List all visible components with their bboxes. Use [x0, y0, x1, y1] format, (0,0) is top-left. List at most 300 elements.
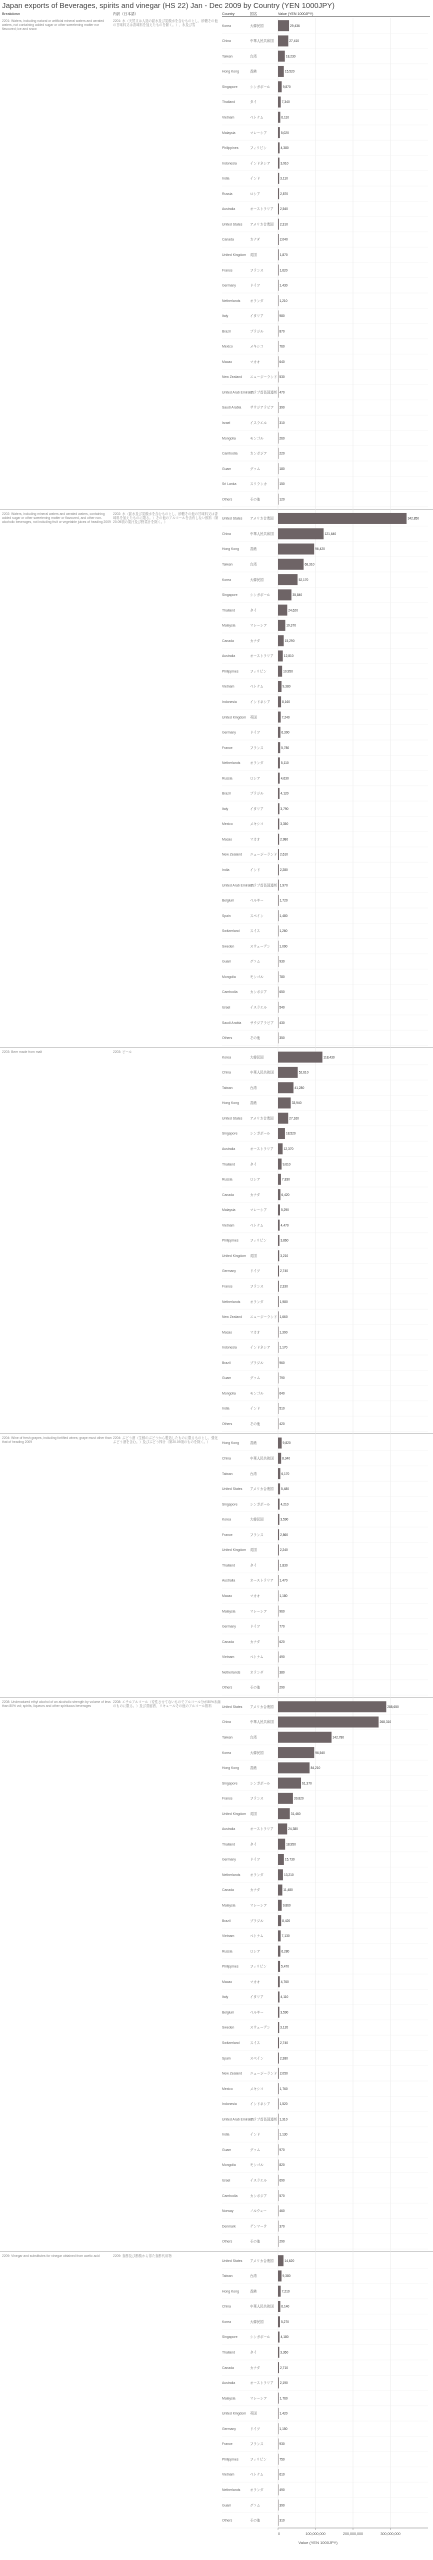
bar-value-label: 1,870	[279, 252, 288, 257]
country-label-ja: タイ	[250, 1162, 257, 1167]
bar	[278, 2083, 279, 2094]
country-label-en: Taiwan	[222, 54, 233, 59]
country-label-en: Germany	[222, 730, 236, 735]
bar-value-label: 1,760	[279, 2396, 288, 2401]
country-label-ja: 大韓民国	[250, 1055, 264, 1060]
bar	[278, 834, 279, 845]
bar-value-label: 1,430	[279, 283, 288, 288]
bar-value-label: 970	[279, 2147, 285, 2152]
country-label-en: New Zealand	[222, 2071, 242, 2076]
country-label-ja: カナダ	[250, 1639, 261, 1644]
country-label-ja: タイ	[250, 1842, 257, 1847]
bar-value-label: 790	[279, 1376, 285, 1381]
country-label-ja: モンゴル	[250, 2163, 264, 2168]
bar	[278, 1052, 322, 1063]
country-label-ja: インドネシア	[250, 161, 271, 166]
country-label-ja: ニュージーランド	[250, 852, 278, 857]
country-label-ja: ニュージーランド	[250, 375, 278, 380]
country-label-ja: 中華人民共和国	[250, 531, 274, 536]
bar-value-label: 620	[279, 1639, 285, 1644]
country-label-en: Cambodia	[222, 990, 238, 995]
bar-value-label: 8,420	[282, 1918, 291, 1923]
country-label-ja: カナダ	[250, 1888, 261, 1893]
bar	[278, 97, 281, 108]
country-label-en: Taiwan	[222, 1085, 233, 1090]
country-label-ja: サウジアラビア	[250, 405, 274, 410]
bar-value-label: 24,620	[288, 608, 298, 613]
country-label-ja: ドイツ	[250, 730, 261, 735]
country-label-en: Mongolia	[222, 1391, 236, 1396]
bar-value-label: 68,310	[304, 562, 315, 567]
group-label-ja: 2208: エチルアルコール（変性させてないものでアルコール分が80%未満のものに限る。）及び蒸留酒、リキュールその他のアルコール飲料	[113, 1700, 221, 1709]
bar-value-label: 420	[279, 1421, 285, 1426]
country-label-ja: 英国	[250, 1811, 257, 1816]
bar-value-label: 490	[279, 2488, 285, 2493]
x-tick-label: 300,000,000	[380, 2532, 401, 2536]
country-label-ja: 香港	[250, 1441, 257, 1446]
country-label-ja: シンガポール	[250, 1781, 271, 1786]
country-label-ja: イタリア	[250, 1995, 264, 2000]
country-label-ja: ドイツ	[250, 2426, 261, 2431]
bar	[278, 1143, 283, 1154]
country-label-en: Brazil	[222, 1918, 231, 1923]
country-label-ja: シンガポール	[250, 593, 271, 598]
country-label-ja: オーストラリア	[250, 1578, 274, 1583]
bar-value-label: 7,130	[281, 1934, 290, 1939]
country-label-ja: マレーシア	[250, 1208, 267, 1213]
country-label-ja: カンボジア	[250, 990, 267, 995]
country-label-ja: インド	[250, 1406, 261, 1411]
bar	[278, 66, 284, 77]
country-label-en: Singapore	[222, 1502, 238, 1507]
country-label-en: Macao	[222, 1330, 233, 1335]
bar	[278, 1097, 291, 1108]
country-label-ja: 台湾	[250, 1471, 257, 1476]
bar-value-label: 2,050	[279, 2071, 288, 2076]
country-label-en: France	[222, 268, 233, 273]
country-label-ja: インド	[250, 868, 261, 873]
bar-value-label: 770	[279, 1624, 285, 1629]
country-label-en: Sweden	[222, 2025, 235, 2030]
country-label-ja: オランダ	[250, 2488, 264, 2493]
country-label-ja: サウジアラビア	[250, 1020, 274, 1025]
bar-value-label: 640	[279, 359, 285, 364]
bar-value-label: 1,830	[279, 1563, 288, 1568]
country-label-ja: ドイツ	[250, 283, 261, 288]
bar	[278, 203, 279, 214]
group-label-ja: 2209: 食酢及び酢酸から得た食酢代用物	[113, 2254, 172, 2259]
group-label-ja: 2203: ビール	[113, 1050, 132, 1055]
country-label-en: Hong Kong	[222, 1101, 239, 1106]
bar-value-label: 470	[279, 390, 285, 395]
country-label-en: Mexico	[222, 2086, 233, 2091]
country-label-ja: インド	[250, 2132, 261, 2137]
country-label-ja: カンボジア	[250, 451, 267, 456]
country-label-ja: タイ	[250, 2350, 257, 2355]
country-label-en: United Kingdom	[222, 715, 247, 720]
bar-value-label: 7,340	[281, 100, 290, 105]
country-label-en: New Zealand	[222, 852, 242, 857]
x-tick-label: 100,000,000	[305, 2532, 326, 2536]
country-label-en: Vietnam	[222, 1655, 235, 1660]
country-label-en: Guam	[222, 959, 232, 964]
bar-value-label: 530	[279, 375, 285, 380]
bar	[278, 2037, 279, 2048]
bar	[278, 1976, 280, 1987]
bar	[278, 20, 289, 31]
country-label-en: Sri Lanka	[222, 482, 237, 487]
country-label-en: Malaysia	[222, 130, 236, 135]
country-label-en: Thailand	[222, 2350, 236, 2355]
bar-value-label: 4,110	[280, 1995, 289, 2000]
country-label-en: Spain	[222, 913, 231, 918]
bar	[278, 712, 281, 723]
header-breakdown-ja: 内訳（日本語）	[113, 12, 139, 16]
bar	[278, 2022, 279, 2033]
bar	[278, 1483, 280, 1494]
country-label-ja: フランス	[250, 1284, 264, 1289]
bar-value-label: 5,270	[280, 2319, 289, 2324]
bar-value-label: 6,170	[281, 1471, 290, 1476]
bar	[278, 589, 291, 600]
bar	[278, 2286, 281, 2297]
country-label-ja: 大韓民国	[250, 1517, 264, 1522]
bar-value-label: 29,436	[290, 23, 300, 28]
bar	[278, 2098, 279, 2109]
bar	[278, 742, 280, 753]
country-label-ja: 台湾	[250, 1735, 257, 1740]
country-label-en: India	[222, 2132, 230, 2137]
country-label-en: Italy	[222, 314, 229, 319]
country-label-en: Canada	[222, 638, 234, 643]
bar	[278, 1900, 282, 1911]
country-label-ja: インドネシア	[250, 1345, 271, 1350]
country-label-en: Russia	[222, 1177, 233, 1182]
bar	[278, 1514, 279, 1525]
country-label-ja: メキシコ	[250, 822, 264, 827]
country-label-ja: ベトナム	[250, 115, 264, 120]
country-label-en: Netherlands	[222, 1872, 241, 1877]
bar-value-label: 84,210	[310, 1766, 321, 1771]
bar-value-label: 1,260	[279, 929, 288, 934]
country-label-en: United States	[222, 2258, 243, 2263]
country-label-ja: シンガポール	[250, 1502, 271, 1507]
bar-value-label: 5,470	[281, 1964, 290, 1969]
country-label-ja: アメリカ合衆国	[250, 1487, 274, 1492]
country-label-ja: イタリア	[250, 806, 264, 811]
country-label-ja: 中華人民共和国	[250, 2304, 274, 2309]
bar-value-label: 1,620	[279, 268, 288, 273]
bar-value-label: 15,520	[284, 69, 295, 74]
bar	[278, 1793, 293, 1804]
country-label-ja: その他	[250, 1421, 261, 1426]
country-label-ja: アラブ首長国連邦	[250, 390, 278, 395]
country-label-ja: モンゴル	[250, 1391, 264, 1396]
bar-value-label: 610	[279, 2472, 285, 2477]
country-label-en: Indonesia	[222, 1345, 237, 1350]
country-label-en: Korea	[222, 1517, 232, 1522]
country-label-en: Philippines	[222, 1238, 239, 1243]
country-label-en: Guam	[222, 2503, 232, 2508]
bar	[278, 650, 283, 661]
country-label-ja: ベトナム	[250, 684, 264, 689]
bar	[278, 1869, 283, 1880]
country-label-ja: ベトナム	[250, 1934, 264, 1939]
country-label-en: Vietnam	[222, 1223, 235, 1228]
bar	[278, 1235, 279, 1246]
country-label-ja: フランス	[250, 1796, 264, 1801]
country-label-en: Korea	[222, 2319, 232, 2324]
country-label-en: Mongolia	[222, 436, 236, 441]
country-label-ja: その他	[250, 1036, 261, 1041]
country-label-en: Malaysia	[222, 1208, 236, 1213]
bar-value-label: 96,540	[315, 1750, 325, 1755]
country-label-en: Australia	[222, 1827, 236, 1832]
bar-value-label: 5,780	[281, 745, 290, 750]
country-label-en: United Arab Emirates	[222, 390, 255, 395]
bar-value-label: 1,520	[279, 2102, 288, 2107]
country-label-en: United Kingdom	[222, 1811, 247, 1816]
country-label-en: Germany	[222, 1269, 236, 1274]
country-label-ja: スウェーデン	[250, 944, 271, 949]
bar	[278, 127, 280, 138]
bar	[278, 864, 279, 875]
country-label-ja: フィリピン	[250, 669, 267, 674]
bar	[278, 528, 324, 539]
bar-value-label: 18,520	[285, 1131, 296, 1136]
country-label-ja: マカオ	[250, 837, 261, 842]
bar-value-label: 9,860	[282, 1903, 291, 1908]
country-label-en: Philippines	[222, 669, 239, 674]
country-label-en: Indonesia	[222, 2102, 237, 2107]
bar-value-label: 930	[279, 2442, 285, 2447]
bar	[278, 880, 279, 891]
bar	[278, 158, 279, 169]
country-label-en: United States	[222, 1487, 243, 1492]
country-label-ja: オランダ	[250, 1872, 264, 1877]
group-label-ja: 2202: 水（鉱水及び炭酸水を含むものとし、砂糖その他の甘味料又は香味料を加えたものに限る。）その他のアルコールを含有しない飲料（第20.09項の果汁及び野菜汁を除く。）	[113, 511, 219, 524]
bar-value-label: 15,290	[284, 638, 295, 643]
country-label-en: Others	[222, 1685, 233, 1690]
bar-value-label: 310	[279, 421, 285, 426]
country-label-en: Germany	[222, 1624, 236, 1629]
country-label-en: Netherlands	[222, 1670, 241, 1675]
bar	[278, 773, 280, 784]
bar-value-label: 4,470	[280, 1223, 289, 1228]
country-label-ja: その他	[250, 2239, 261, 2244]
country-label-en: Thailand	[222, 1842, 236, 1847]
bar-value-label: 2,310	[279, 222, 288, 227]
country-label-en: China	[222, 2304, 231, 2309]
country-label-ja: オーストラリア	[250, 654, 274, 659]
bar-value-label: 96,420	[315, 547, 325, 552]
country-label-ja: 大韓民国	[250, 1750, 264, 1755]
country-label-en: Taiwan	[222, 1735, 233, 1740]
bar	[278, 1778, 301, 1789]
bar	[278, 1067, 298, 1078]
bar-value-label: 3,590	[280, 2010, 289, 2015]
country-label-en: Malaysia	[222, 1609, 236, 1614]
bar-value-label: 350	[279, 1036, 285, 1041]
bar-value-label: 290	[279, 2239, 285, 2244]
bar	[278, 280, 279, 291]
bar-value-label: 9,610	[282, 1162, 291, 1167]
country-label-ja: シンガポール	[250, 1131, 271, 1136]
country-label-ja: 台湾	[250, 2274, 257, 2279]
country-label-en: New Zealand	[222, 1315, 242, 1320]
bar	[278, 544, 314, 555]
country-label-en: Singapore	[222, 84, 238, 89]
bar-value-label: 11,480	[283, 1888, 293, 1893]
bar	[278, 666, 282, 677]
country-label-en: Canada	[222, 1888, 234, 1893]
bar	[278, 1220, 280, 1231]
bar	[278, 51, 285, 62]
bar-value-label: 120	[279, 497, 285, 502]
country-label-ja: フィリピン	[250, 146, 267, 151]
country-label-en: Thailand	[222, 608, 236, 613]
bar	[278, 35, 288, 46]
bar-value-label: 3,210	[280, 1253, 289, 1258]
bar	[278, 173, 279, 184]
country-label-en: Vietnam	[222, 115, 235, 120]
country-label-ja: ベトナム	[250, 2472, 264, 2477]
country-label-ja: インド	[250, 176, 261, 181]
country-label-en: Russia	[222, 1949, 233, 1954]
bar-value-label: 7,240	[281, 715, 290, 720]
country-label-en: France	[222, 1284, 233, 1289]
bar-value-label: 3,910	[280, 161, 289, 166]
country-label-ja: メキシコ	[250, 2086, 264, 2091]
bar	[278, 1991, 280, 2002]
group-label-en: 2204: Wine of fresh grapes, including fortified wines; grape must other than that of heading 2009	[2, 1436, 112, 1445]
bar-value-label: 180	[279, 466, 285, 471]
bar	[278, 757, 280, 768]
bar	[278, 142, 280, 153]
country-label-en: Thailand	[222, 1162, 236, 1167]
bar-value-label: 4,760	[280, 1979, 289, 1984]
country-label-en: Hong Kong	[222, 69, 239, 74]
country-label-en: Brazil	[222, 329, 231, 334]
country-label-en: China	[222, 1720, 231, 1725]
bar	[278, 605, 287, 616]
bar-value-label: 1,720	[279, 898, 288, 903]
country-label-ja: 大韓民国	[250, 2319, 264, 2324]
bar-value-label: 2,710	[280, 2365, 289, 2370]
header-value: Value (YEN 1000JPY)	[278, 12, 314, 16]
country-label-en: Cambodia	[222, 2193, 238, 2198]
country-label-en: Vietnam	[222, 2472, 235, 2477]
country-label-en: Hong Kong	[222, 1441, 239, 1446]
group-label-en: 2202: Waters, including mineral waters and aerated waters, containing added sugar or other sweetening matter or flavoured, and other non-alcoholic beverages, not including fruit or vegetable juices of heading 2009	[2, 511, 111, 524]
bar	[278, 574, 298, 585]
bar	[278, 188, 279, 199]
bar-value-label: 930	[279, 959, 285, 964]
country-label-en: Malaysia	[222, 2396, 236, 2401]
x-axis-title: Value (YEN 1000JPY)	[298, 2540, 338, 2545]
country-label-ja: タイ	[250, 100, 257, 105]
bar-value-label: 2,540	[279, 207, 288, 212]
country-label-en: United Kingdom	[222, 1548, 247, 1553]
bar	[278, 1082, 293, 1093]
country-label-en: Philippines	[222, 1964, 239, 1969]
country-label-en: Macao	[222, 1593, 233, 1598]
country-label-ja: 中華人民共和国	[250, 1070, 274, 1075]
header-country-en: Country	[222, 12, 235, 16]
country-label-ja: マカオ	[250, 359, 261, 364]
group-label-en: 2203: Beer made from malt	[2, 1050, 42, 1055]
country-label-ja: オランダ	[250, 1670, 264, 1675]
country-label-en: Thailand	[222, 100, 236, 105]
country-label-en: Australia	[222, 1146, 236, 1151]
bar-value-label: 1,390	[279, 1330, 288, 1335]
bar-value-label: 4,210	[280, 1502, 289, 1507]
bar-value-label: 1,970	[279, 883, 288, 888]
country-label-ja: 香港	[250, 547, 257, 552]
bar	[278, 1281, 279, 1292]
country-label-ja: その他	[250, 1685, 261, 1690]
bar-value-label: 10,950	[283, 669, 293, 674]
bar-value-label: 960	[279, 1609, 285, 1614]
country-label-ja: その他	[250, 2518, 261, 2523]
country-label-en: Hong Kong	[222, 2289, 239, 2294]
country-label-ja: アメリカ合衆国	[250, 222, 274, 227]
bar	[278, 1701, 386, 1712]
bar-value-label: 33,940	[291, 1101, 302, 1106]
country-label-en: Russia	[222, 776, 233, 781]
country-label-ja: スペイン	[250, 913, 264, 918]
country-label-en: Australia	[222, 2381, 236, 2386]
country-label-ja: 中華人民共和国	[250, 1720, 274, 1725]
country-label-en: Others	[222, 2518, 233, 2523]
bar	[278, 2408, 279, 2419]
country-label-ja: 台湾	[250, 562, 257, 567]
country-label-ja: アメリカ合衆国	[250, 1116, 274, 1121]
bar-value-label: 760	[279, 344, 285, 349]
bar-value-label: 1,180	[279, 1593, 288, 1598]
country-label-ja: オーストラリア	[250, 1827, 274, 1832]
bar	[278, 910, 279, 921]
bar-value-label: 15,730	[284, 1857, 295, 1862]
country-label-ja: タイ	[250, 608, 257, 613]
country-label-en: Saudi Arabia	[222, 405, 242, 410]
country-label-en: Guam	[222, 466, 232, 471]
country-label-en: Taiwan	[222, 562, 233, 567]
bar	[278, 219, 279, 230]
country-label-ja: グァム	[250, 2147, 261, 2152]
country-label-ja: 台湾	[250, 54, 257, 59]
country-label-ja: シンガポール	[250, 84, 271, 89]
bar-value-label: 820	[279, 2163, 285, 2168]
bar-value-label: 18,230	[285, 54, 296, 59]
bar	[278, 112, 280, 123]
bar	[278, 1732, 332, 1743]
bar-value-label: 2,240	[279, 1548, 288, 1553]
bar-value-label: 2,040	[279, 237, 288, 242]
country-label-en: Switzerland	[222, 929, 240, 934]
country-label-ja: ブラジル	[250, 329, 264, 334]
country-label-en: United Kingdom	[222, 1253, 247, 1258]
bar-value-label: 1,420	[279, 2411, 288, 2416]
bar	[278, 1762, 310, 1773]
bar-value-label: 4,630	[280, 776, 289, 781]
country-label-en: China	[222, 39, 231, 44]
country-label-en: Belgium	[222, 898, 235, 903]
country-label-en: Guam	[222, 2147, 232, 2152]
country-label-en: Spain	[222, 2056, 231, 2061]
bar	[278, 1747, 314, 1758]
country-label-ja: ドイツ	[250, 1624, 261, 1629]
